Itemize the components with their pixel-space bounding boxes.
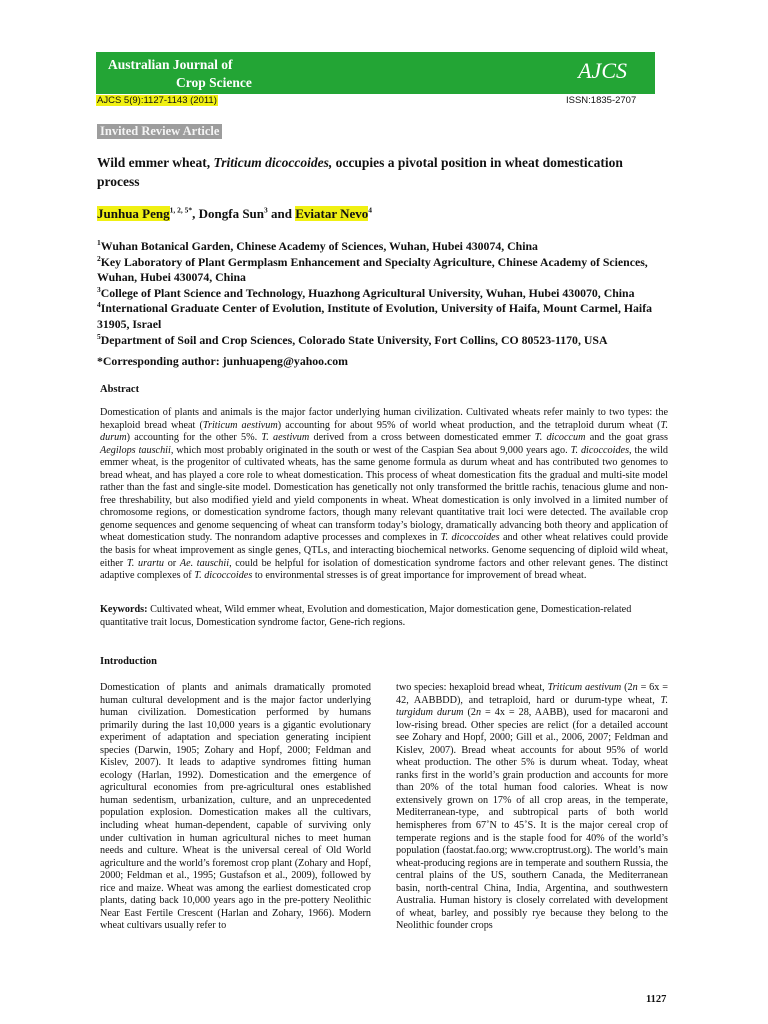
keywords <box>100 604 668 629</box>
affiliation-number: 3 <box>97 284 101 294</box>
affiliations <box>97 239 667 348</box>
affiliation-text: College of Plant Science and Technology, Huazhong Agricultural University, Wuhan, Hubei 430070, China <box>100 285 635 300</box>
affiliation-text: Wuhan Botanical Garden, Chinese Academy of Sciences, Wuhan, Hubei 430074, China <box>100 239 538 253</box>
affiliation-text: International Graduate Center of Evolution, Institute of Evolution, University of Haifa, Mount Carmel, Haifa 31905, Israel <box>97 301 653 331</box>
corresponding-author: *Corresponding author: junhuapeng@yahoo.com <box>97 354 348 368</box>
author-sep-1: , <box>192 206 199 221</box>
intro-column-left: Domestication of plants and animals dramatically promoted human cultural development and is the major factor underlying human civilization. Domestication performed by humans primarily during the last 10,000 years is a gigantic evolutionary experiment of adaptation and speciation generating incipient species (Darwin, 1905; Zohary and Hopf, 2000; Feldman and Kislev, 2007). It leads to adaptive syndromes fitting human ecology (Harlan, 1992). Domestication and the emergence of agricultural economies from pre-agricultural ones established human sedentism, urbanization, culture, and an unprecedented population explosion. Domestication makes all the cultivars, including wheat human-dependent, capable of surviving only under cultivation in human agricultural niches to meet human needs and culture. Wheat is the universal cereal of Old World agriculture and the world’s foremost crop plant (Zohary and Hopf, 2000; Feldman et al., 1995; Gustafson et al., 2009), followed by rice and maize. Wheat was among the earliest domesticated crop plants, dating back 10,000 years ago in the pre-pottery Neolithic Near East Fertile Crescent (Harlan and Zohary, 1966). Modern wheat cultivars usually refer to <box>100 682 371 932</box>
keywords-text: Cultivated wheat, Wild emmer wheat, Evolution and domestication, Major domestication gene, Domestication-related quantitative trait locus, Domestication syndrome factor, Gene-rich regions. <box>100 604 632 628</box>
title-part3: occupies a pivotal position in wheat domestication process <box>97 155 623 189</box>
affiliation <box>97 333 667 349</box>
intro-column-right: two species: hexaploid bread wheat, Triticum aestivum (2n = 6x = 42, AABBDD), and tetraploid, hard or durum-type wheat, T. turgidum durum (2n = 4x = 28, AABB), used for macaroni and low-rising bread. Other species are relict (for a detailed account see Zohary and Hopf, 2000; Gill et al., 2006, 2007; Feldman and Kislev, 2007). Bread wheat accounts for about 95% of world wheat production. The other 5% is durum wheat. Today, wheat ranks first in the world’s grain production and accounts for more than 20% of the total human food calories. Wheat is now extensively grown on 17% of all crop areas, in the temperate, Mediterranean-type, and subtropical parts of both world hemispheres from 67˚N to 45˚S. It is the major cereal crop of temperate regions and is the staple food for 40% of the world’s population (faostat.fao.org; www.croptrust.org). The world’s main wheat-producing regions are in temperate and southern Russia, the central plains of the US, southern Canada, the Mediterranean basin, north-central China, India, Argentina, and southwestern Australia. Human history is closely correlated with development of wheat, barley, and possibly rye because they belong to the Neolithic founder crops <box>396 682 668 932</box>
affiliation <box>97 286 667 302</box>
affiliation <box>97 255 667 286</box>
affiliation-text: Key Laboratory of Plant Germplasm Enhancement and Specialty Agriculture, Chinese Academy of Sciences, Wuhan, Hubei 430074, China <box>97 254 648 285</box>
article-type-label: Invited Review Article <box>97 124 222 139</box>
title-species: Triticum dicoccoides, <box>213 155 333 170</box>
page-number: 1127 <box>646 994 667 1005</box>
keywords-label: Keywords: <box>100 604 148 615</box>
title-part1: Wild emmer wheat, <box>97 155 214 170</box>
introduction-heading: Introduction <box>100 656 157 667</box>
affiliation <box>97 239 667 255</box>
journal-logo: AJCS <box>578 58 627 83</box>
author-sep-2: and <box>267 206 296 221</box>
citation: AJCS 5(9):1127-1143 (2011) <box>97 95 217 106</box>
authors <box>97 206 372 222</box>
author-2-affil: 3 <box>264 205 268 215</box>
affiliation-number: 5 <box>97 331 101 341</box>
author-1[interactable]: Junhua Peng <box>97 206 170 221</box>
journal-header-band <box>96 52 655 94</box>
author-1-affil: 1, 2, 5* <box>169 205 193 215</box>
abstract-text: Domestication of plants and animals is the major factor underlying human civilization. Cultivated wheats refer mainly to two types: the hexaploid bread wheat (Triticum aestivum) accounting for about 95% of world wheat production, and the tetraploid durum wheat (T. durum) accounting for the other 5%. T. aestivum derived from a cross between domesticated emmer T. dicoccum and the goat grass Aegilops tauschii, which most probably originated in the south or west of the Caspian Sea about 9,000 years ago. T. dicoccoides, the wild emmer wheat, is the progenitor of cultivated wheats, has the same genome formula as durum wheat and has contributed two genomes to bread wheat, and has played a core role to wheat domestication. This process of wheat domestication fits the gradual and multi-site model rather than the fast and single-site model. Domestication has genetically not only transformed the brittle rachis, tenacious glume and non-free threshability, but also modified yield and yield components in wheat. Wheat domestication is only involved in a limited number of chromosome regions, or domestication syndrome factors, though many relevant quantitative trait loci were detected. The available crop genome sequences and genome sequencing of wheat can transform today’s biology, dramatically advancing both theory and application of wheat domestication study. The nonrandom adaptive processes and complexes in T. dicoccoides and other wheat relatives could provide the basis for wheat improvement as single genes, QTLs, and interacting biochemical networks. Genome sequencing of diploid wild wheat, either T. urartu or Ae. tauschii, could be helpful for isolation of domestication syndrome factors and other relevant genes. The distinct adaptive complexes of T. dicoccoides to environmental stresses is of great importance for improvement of bread wheat. <box>100 407 669 582</box>
journal-name-line1: Australian Journal of <box>108 57 233 72</box>
affiliation-number: 2 <box>97 253 101 263</box>
author-3-affil: 4 <box>368 205 373 215</box>
author-2: Dongfa Sun <box>198 206 265 221</box>
article-title <box>97 153 657 191</box>
affiliation <box>97 301 667 332</box>
affiliation-number: 1 <box>97 238 101 248</box>
journal-name-line2: Crop Science <box>176 75 252 90</box>
author-3[interactable]: Eviatar Nevo <box>295 206 369 221</box>
affiliation-number: 4 <box>97 300 101 310</box>
affiliation-text: Department of Soil and Crop Sciences, Colorado State University, Fort Collins, CO 80523-1170, USA <box>100 332 608 347</box>
abstract-heading: Abstract <box>100 384 140 395</box>
issn: ISSN:1835-2707 <box>566 95 637 106</box>
